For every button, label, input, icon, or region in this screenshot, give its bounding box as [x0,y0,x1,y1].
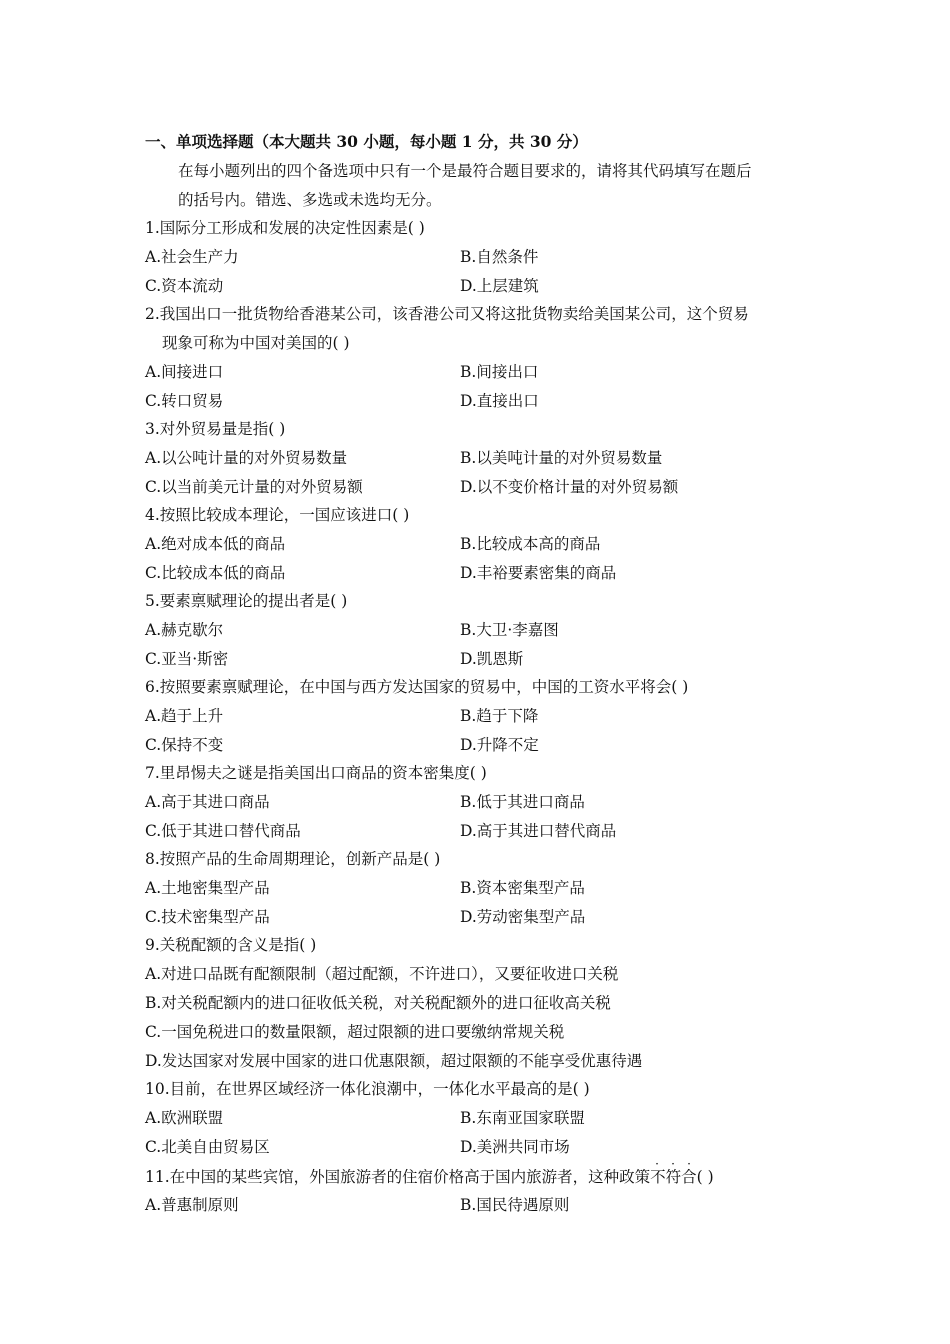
question-6-option-c: C.保持不变 [145,736,224,754]
question-11-stem [145,1157,714,1187]
question-3-stem: 3.对外贸易量是指( ) [145,420,286,438]
emphasis-not-conform: 不符合 · · · [650,1157,697,1186]
question-5-stem: 5.要素禀赋理论的提出者是( ) [145,592,348,610]
question-10-option-c: C.北美自由贸易区 [145,1138,270,1156]
instruction-line-1: 在每小题列出的四个备选项中只有一个是最符合题目要求的，请将其代码填写在题后 [178,162,752,180]
question-9-option-c: C.一国免税进口的数量限额，超过限额的进口要缴纳常规关税 [145,1023,565,1041]
question-2-stem-cont: 现象可称为中国对美国的( ) [162,334,350,352]
question-8-stem: 8.按照产品的生命周期理论，创新产品是( ) [145,850,441,868]
instruction-line-2: 的括号内。错选、多选或未选均无分。 [178,191,442,209]
question-6-option-b: B.趋于下降 [460,707,539,725]
question-2-option-b: B.间接出口 [460,363,539,381]
question-10-option-d: D.美洲共同市场 [460,1138,570,1156]
question-1-stem: 1.国际分工形成和发展的决定性因素是( ) [145,219,425,237]
question-1-option-c: C.资本流动 [145,277,224,295]
question-7-option-d: D.高于其进口替代商品 [460,822,617,840]
question-8-option-a: A.土地密集型产品 [145,879,270,897]
question-1-option-a: A.社会生产力 [145,248,239,266]
question-3-option-b: B.以美吨计量的对外贸易数量 [460,449,663,467]
question-6-option-a: A.趋于上升 [145,707,224,725]
question-8-option-c: C.技术密集型产品 [145,908,270,926]
question-2-option-a: A.间接进口 [145,363,224,381]
question-2-option-c: C.转口贸易 [145,392,224,410]
question-4-option-b: B.比较成本高的商品 [460,535,601,553]
question-7-option-a: A.高于其进口商品 [145,793,270,811]
question-9-option-b: B.对关税配额内的进口征收低关税，对关税配额外的进口征收高关税 [145,994,611,1012]
question-5-option-a: A.赫克歇尔 [145,621,224,639]
question-5-option-d: D.凯恩斯 [460,650,524,668]
question-11-option-b: B.国民待遇原则 [460,1196,570,1214]
emphasis-dot-icon: · [671,1157,675,1171]
emphasis-dot-icon: · [655,1157,659,1171]
question-4-option-c: C.比较成本低的商品 [145,564,286,582]
question-5-option-c: C.亚当·斯密 [145,650,229,668]
question-10-option-a: A.欧洲联盟 [145,1109,224,1127]
question-9-option-a: A.对进口品既有配额限制（超过配额，不许进口），又要征收进口关税 [145,965,619,983]
question-3-option-d: D.以不变价格计量的对外贸易额 [460,478,679,496]
question-11-bracket: ( ) [696,1168,714,1186]
question-10-option-b: B.东南亚国家联盟 [460,1109,585,1127]
question-2-stem: 2.我国出口一批货物给香港某公司，该香港公司又将这批货物卖给美国某公司，这个贸易 [145,305,749,323]
question-8-option-b: B.资本密集型产品 [460,879,585,897]
question-7-stem: 7.里昂惕夫之谜是指美国出口商品的资本密集度( ) [145,764,487,782]
question-9-stem: 9.关税配额的含义是指( ) [145,936,317,954]
emphasis-dot-icon: · [687,1157,691,1171]
question-6-stem: 6.按照要素禀赋理论，在中国与西方发达国家的贸易中，中国的工资水平将会( ) [145,678,689,696]
question-4-stem: 4.按照比较成本理论，一国应该进口( ) [145,506,410,524]
question-10-stem: 10.目前，在世界区域经济一体化浪潮中，一体化水平最高的是( ) [145,1080,590,1098]
question-4-option-d: D.丰裕要素密集的商品 [460,564,617,582]
question-3-option-a: A.以公吨计量的对外贸易数量 [145,449,348,467]
question-7-option-c: C.低于其进口替代商品 [145,822,301,840]
question-11-stem-main: 11.在中国的某些宾馆，外国旅游者的住宿价格高于国内旅游者，这种政策 [145,1168,651,1186]
question-4-option-a: A.绝对成本低的商品 [145,535,286,553]
question-11-option-a: A.普惠制原则 [145,1196,239,1214]
question-2-option-d: D.直接出口 [460,392,539,410]
question-9-option-d: D.发达国家对发展中国家的进口优惠限额，超过限额的不能享受优惠待遇 [145,1052,643,1070]
question-5-option-b: B.大卫·李嘉图 [460,621,559,639]
question-7-option-b: B.低于其进口商品 [460,793,585,811]
section-heading: 一、单项选择题（本大题共 30 小题，每小题 1 分，共 30 分） [145,132,588,151]
question-8-option-d: D.劳动密集型产品 [460,908,586,926]
question-1-option-b: B.自然条件 [460,248,539,266]
question-3-option-c: C.以当前美元计量的对外贸易额 [145,478,363,496]
question-1-option-d: D.上层建筑 [460,277,539,295]
question-6-option-d: D.升降不定 [460,736,539,754]
